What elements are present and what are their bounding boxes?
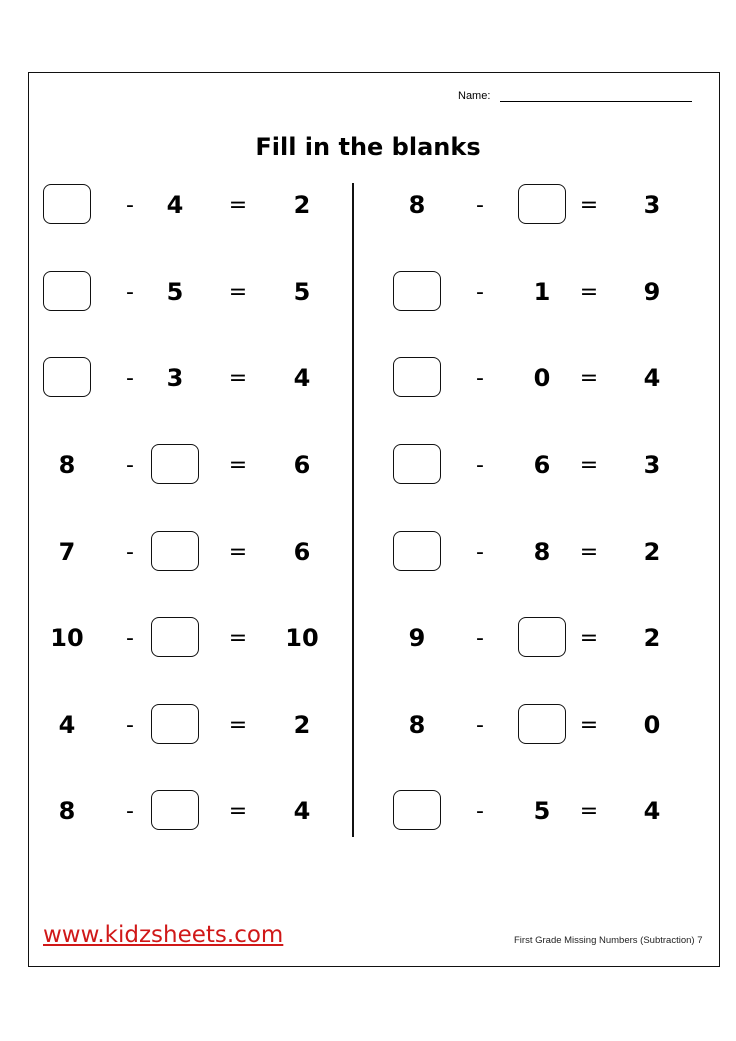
answer-box[interactable] bbox=[393, 531, 441, 571]
equals-sign: = bbox=[579, 192, 599, 218]
column-divider bbox=[352, 183, 354, 837]
equals-sign: = bbox=[579, 798, 599, 824]
operand-number: 8 bbox=[408, 711, 426, 739]
answer-box[interactable] bbox=[151, 790, 199, 830]
minus-sign: - bbox=[126, 798, 134, 824]
result-number: 9 bbox=[643, 278, 661, 306]
result-number: 4 bbox=[293, 364, 311, 392]
name-line[interactable] bbox=[500, 92, 692, 102]
operand-number: 7 bbox=[58, 538, 76, 566]
operand-number: 0 bbox=[533, 364, 551, 392]
operand-number: 8 bbox=[533, 538, 551, 566]
equals-sign: = bbox=[228, 279, 248, 305]
operand-number: 8 bbox=[58, 797, 76, 825]
answer-box[interactable] bbox=[151, 531, 199, 571]
equals-sign: = bbox=[228, 365, 248, 391]
operand-number: 8 bbox=[408, 191, 426, 219]
answer-box[interactable] bbox=[151, 617, 199, 657]
worksheet-caption: First Grade Missing Numbers (Subtraction) 7 bbox=[514, 935, 703, 946]
minus-sign: - bbox=[126, 452, 134, 478]
result-number: 3 bbox=[643, 451, 661, 479]
equals-sign: = bbox=[579, 712, 599, 738]
answer-box[interactable] bbox=[393, 271, 441, 311]
result-number: 2 bbox=[643, 538, 661, 566]
equals-sign: = bbox=[228, 539, 248, 565]
minus-sign: - bbox=[126, 279, 134, 305]
answer-box[interactable] bbox=[393, 357, 441, 397]
answer-box[interactable] bbox=[151, 704, 199, 744]
minus-sign: - bbox=[476, 625, 484, 651]
operand-number: 4 bbox=[58, 711, 76, 739]
operand-number: 8 bbox=[58, 451, 76, 479]
equals-sign: = bbox=[228, 798, 248, 824]
operand-number: 4 bbox=[166, 191, 184, 219]
minus-sign: - bbox=[476, 798, 484, 824]
result-number: 3 bbox=[643, 191, 661, 219]
answer-box[interactable] bbox=[43, 184, 91, 224]
operand-number: 3 bbox=[166, 364, 184, 392]
result-number: 2 bbox=[643, 624, 661, 652]
minus-sign: - bbox=[476, 192, 484, 218]
answer-box[interactable] bbox=[151, 444, 199, 484]
minus-sign: - bbox=[126, 365, 134, 391]
minus-sign: - bbox=[476, 279, 484, 305]
minus-sign: - bbox=[476, 365, 484, 391]
equals-sign: = bbox=[579, 452, 599, 478]
answer-box[interactable] bbox=[393, 444, 441, 484]
website-link[interactable]: www.kidzsheets.com bbox=[43, 922, 284, 948]
answer-box[interactable] bbox=[43, 271, 91, 311]
result-number: 4 bbox=[293, 797, 311, 825]
equals-sign: = bbox=[228, 625, 248, 651]
operand-number: 6 bbox=[533, 451, 551, 479]
equals-sign: = bbox=[579, 539, 599, 565]
equals-sign: = bbox=[228, 192, 248, 218]
result-number: 6 bbox=[293, 451, 311, 479]
equals-sign: = bbox=[228, 712, 248, 738]
minus-sign: - bbox=[126, 539, 134, 565]
operand-number: 9 bbox=[408, 624, 426, 652]
operand-number: 10 bbox=[50, 624, 84, 652]
result-number: 5 bbox=[293, 278, 311, 306]
minus-sign: - bbox=[126, 712, 134, 738]
result-number: 6 bbox=[293, 538, 311, 566]
operand-number: 5 bbox=[166, 278, 184, 306]
result-number: 2 bbox=[293, 191, 311, 219]
worksheet-title: Fill in the blanks bbox=[255, 133, 481, 161]
result-number: 0 bbox=[643, 711, 661, 739]
result-number: 4 bbox=[643, 364, 661, 392]
equals-sign: = bbox=[228, 452, 248, 478]
name-label: Name: bbox=[458, 90, 491, 102]
minus-sign: - bbox=[126, 192, 134, 218]
equals-sign: = bbox=[579, 279, 599, 305]
operand-number: 1 bbox=[533, 278, 551, 306]
minus-sign: - bbox=[126, 625, 134, 651]
name-field bbox=[458, 90, 692, 102]
result-number: 4 bbox=[643, 797, 661, 825]
result-number: 2 bbox=[293, 711, 311, 739]
minus-sign: - bbox=[476, 452, 484, 478]
equals-sign: = bbox=[579, 625, 599, 651]
equals-sign: = bbox=[579, 365, 599, 391]
answer-box[interactable] bbox=[43, 357, 91, 397]
result-number: 10 bbox=[285, 624, 319, 652]
answer-box[interactable] bbox=[393, 790, 441, 830]
minus-sign: - bbox=[476, 712, 484, 738]
minus-sign: - bbox=[476, 539, 484, 565]
operand-number: 5 bbox=[533, 797, 551, 825]
